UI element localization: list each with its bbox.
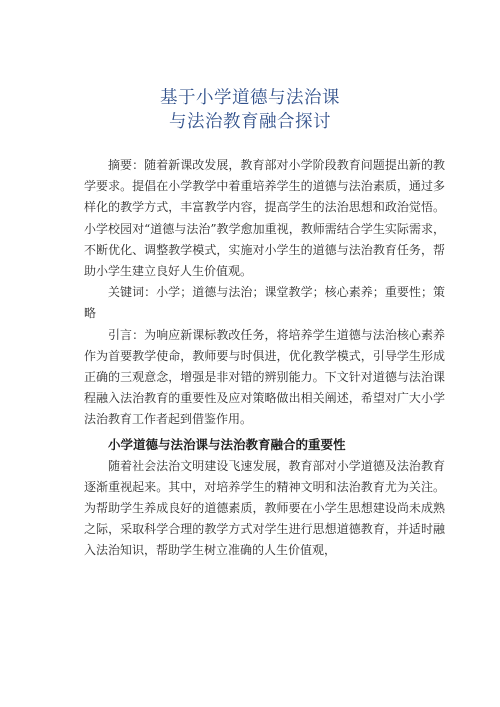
document-body — [84, 155, 445, 562]
document-title — [0, 86, 500, 134]
section-heading: 小学道德与法治课与法治教育融合的重要性 — [108, 436, 346, 452]
keywords-paragraph: 关键词：小学；道德与法治；课堂教学；核心素养；重要性；策略 — [84, 285, 445, 321]
abstract-paragraph: 摘要：随着新课改发展，教育部对小学阶段教育问题提出新的教学要求。提倡在小学教学中着重培养学生的道德与法治素质，通过多样化的教学方式，丰富教学内容，提高学生的法治思想和政治觉悟。小学校园对“道德与法治”教学愈加重视，教师需结合学生实际需求，不断优化、调整教学模式，实施对小学生的道德与法治教育任务，帮助小学生建立良好人生价值观。 — [84, 158, 445, 279]
section-paragraph: 随着社会法治文明建设飞速发展，教育部对小学道德及法治教育逐渐重视起来。其中，对培养学生的精神文明和法治教育尤为关注。为帮助学生养成良好的道德素质，教师要在小学生思想建设尚未成熟之际，采取科学合理的教学方式对学生进行思想道德教育，并适时融入法治知识，帮助学生树立准确的人生价值观， — [84, 458, 445, 558]
title-line-2: 与法治教育融合探讨 — [169, 112, 331, 132]
title-line-1: 基于小学道德与法治课 — [160, 88, 340, 108]
introduction-paragraph: 引言：为响应新课标教改任务，将培养学生道德与法治核心素养作为首要教学使命，教师要与时俱进，优化教学模式，引导学生形成正确的三观意念，增强是非对错的辨别能力。下文针对道德与法治课程融入法治教育的重要性及应对策略做出相关阐述，希望对广大小学法治教育工作者起到借鉴作用。 — [84, 327, 445, 427]
